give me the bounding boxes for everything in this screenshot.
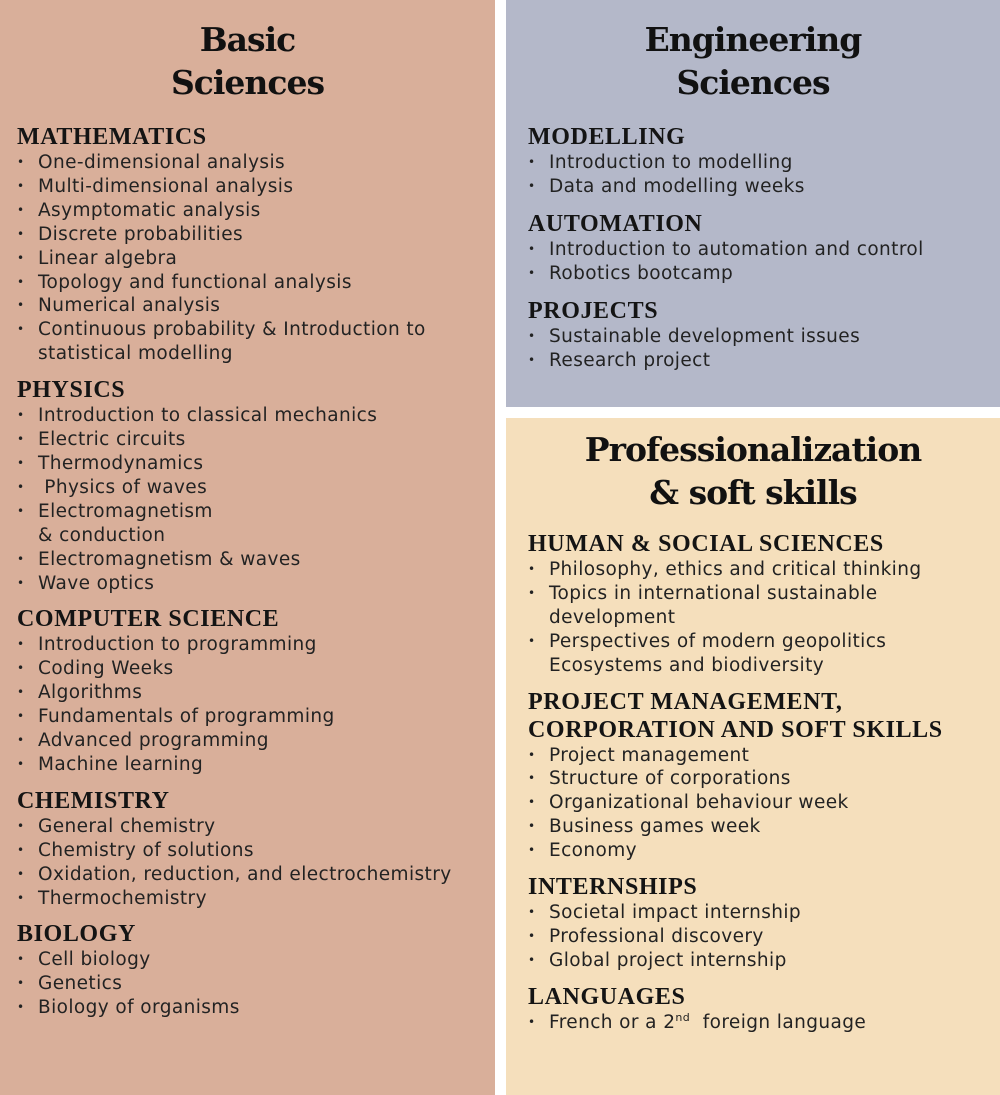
title-line: Sciences — [676, 63, 830, 102]
list-item: • Numerical analysis — [17, 294, 495, 318]
list-item — [17, 318, 495, 366]
list-item: • Thermochemistry — [17, 887, 495, 911]
list-item: • Topology and functional analysis — [17, 271, 495, 295]
automation-section — [528, 210, 1000, 286]
section-heading: PHYSICS — [17, 377, 126, 404]
list-item: • Societal impact internship — [528, 901, 1000, 925]
list-item: • Machine learning — [17, 753, 495, 777]
list-item: • Multi-dimensional analysis — [17, 175, 495, 199]
language-item-prefix: French or a 2 — [549, 1011, 676, 1033]
engineering-sections — [506, 123, 1000, 372]
section-heading: LANGUAGES — [528, 983, 686, 1010]
course-list — [528, 901, 1000, 973]
list-item: • Introduction to classical mechanics — [17, 404, 495, 428]
item-line: statistical modelling — [38, 343, 233, 365]
list-item: • Asymptomatic analysis — [17, 199, 495, 223]
physics-section — [17, 376, 495, 595]
list-item: • Global project internship — [528, 949, 1000, 973]
professionalization-panel — [506, 418, 1000, 1095]
course-list — [528, 151, 1000, 199]
title-line: Professionalization — [584, 430, 922, 469]
list-item: • Wave optics — [17, 572, 495, 596]
list-item: • Physics of waves — [17, 476, 495, 500]
list-item: • Project management — [528, 744, 1000, 768]
section-heading: HUMAN & SOCIAL SCIENCES — [528, 531, 884, 557]
ordinal-suffix: nd — [675, 1010, 691, 1024]
course-list — [528, 238, 1000, 286]
list-item: • Linear algebra — [17, 247, 495, 271]
language-item-suffix: foreign language — [690, 1011, 867, 1033]
item-line: • Topics in international sustainable — [549, 582, 878, 604]
list-item: • Biology of organisms — [17, 996, 495, 1020]
list-item: • Introduction to programming — [17, 633, 495, 657]
list-item: • One-dimensional analysis — [17, 151, 495, 175]
basic-sciences-panel — [0, 0, 495, 1095]
section-heading: CHEMISTRY — [17, 787, 170, 814]
section-heading: COMPUTER SCIENCE — [17, 606, 280, 633]
engineering-sciences-title — [506, 18, 1000, 104]
course-list — [528, 325, 1000, 373]
item-line: • Electromagnetism — [38, 500, 213, 522]
project-management-section — [528, 688, 1000, 864]
item-line: & conduction — [38, 524, 166, 546]
list-item: • Advanced programming — [17, 729, 495, 753]
list-item: • Coding Weeks — [17, 657, 495, 681]
item-line: Ecosystems and biodiversity — [549, 654, 825, 676]
list-item — [528, 582, 1000, 630]
list-item: • Algorithms — [17, 681, 495, 705]
course-list — [17, 151, 495, 366]
list-item: • Introduction to modelling — [528, 151, 1000, 175]
languages-section — [528, 983, 1000, 1035]
professionalization-title — [506, 428, 1000, 514]
list-item: • Oxidation, reduction, and electrochemistry — [17, 863, 495, 887]
course-list — [528, 744, 1000, 864]
mathematics-section — [17, 123, 495, 366]
modelling-section — [528, 123, 1000, 199]
course-list — [528, 1011, 1000, 1035]
section-heading: INTERNSHIPS — [528, 874, 698, 901]
course-list — [17, 948, 495, 1020]
item-line: • Perspectives of modern geopolitics — [549, 630, 887, 652]
list-item: • Sustainable development issues — [528, 325, 1000, 349]
heading-line: CORPORATION AND SOFT SKILLS — [528, 716, 943, 743]
list-item: • Professional discovery — [528, 925, 1000, 949]
list-item: • Cell biology — [17, 948, 495, 972]
item-line: • Continuous probability & Introduction to — [38, 319, 426, 341]
list-item: • Genetics — [17, 972, 495, 996]
human-social-sciences-section — [528, 530, 1000, 678]
section-heading: MATHEMATICS — [17, 124, 207, 150]
item-line: development — [549, 606, 676, 628]
title-line: Sciences — [170, 63, 325, 102]
title-line: & soft skills — [649, 473, 857, 512]
list-item: • Business games week — [528, 815, 1000, 839]
heading-line: PROJECT MANAGEMENT, — [528, 688, 843, 715]
list-item: • Data and modelling weeks — [528, 175, 1000, 199]
list-item: • Economy — [528, 839, 1000, 863]
list-item — [528, 630, 1000, 678]
basic-sections — [0, 123, 495, 1020]
list-item: • Thermodynamics — [17, 452, 495, 476]
list-item: • Organizational behaviour week — [528, 791, 1000, 815]
section-heading: AUTOMATION — [528, 210, 703, 237]
list-item: • Research project — [528, 349, 1000, 373]
course-list — [17, 404, 495, 595]
list-item: • Introduction to automation and control — [528, 238, 1000, 262]
biology-section — [17, 920, 495, 1020]
list-item: • Fundamentals of programming — [17, 705, 495, 729]
computer-science-section — [17, 605, 495, 776]
list-item: • General chemistry — [17, 815, 495, 839]
course-list — [528, 558, 1000, 678]
list-item: • Robotics bootcamp — [528, 262, 1000, 286]
projects-section — [528, 297, 1000, 373]
title-line: Basic — [199, 20, 296, 59]
section-heading: PROJECTS — [528, 297, 659, 324]
basic-sciences-title — [0, 18, 495, 104]
chemistry-section — [17, 787, 495, 911]
list-item: • Philosophy, ethics and critical thinking — [528, 558, 1000, 582]
list-item — [17, 500, 495, 548]
section-heading: MODELLING — [528, 124, 686, 150]
list-item: • Structure of corporations — [528, 767, 1000, 791]
list-item: • Electromagnetism & waves — [17, 548, 495, 572]
section-heading: BIOLOGY — [17, 921, 136, 948]
engineering-sciences-panel — [506, 0, 1000, 407]
list-item: • Electric circuits — [17, 428, 495, 452]
internships-section — [528, 873, 1000, 973]
title-line: Engineering — [644, 20, 862, 59]
list-item: • Discrete probabilities — [17, 223, 495, 247]
section-heading — [528, 688, 1000, 744]
professional-sections — [506, 530, 1000, 1035]
course-list — [17, 633, 495, 776]
list-item — [528, 1011, 1000, 1035]
course-list — [17, 815, 495, 911]
list-item: • Chemistry of solutions — [17, 839, 495, 863]
